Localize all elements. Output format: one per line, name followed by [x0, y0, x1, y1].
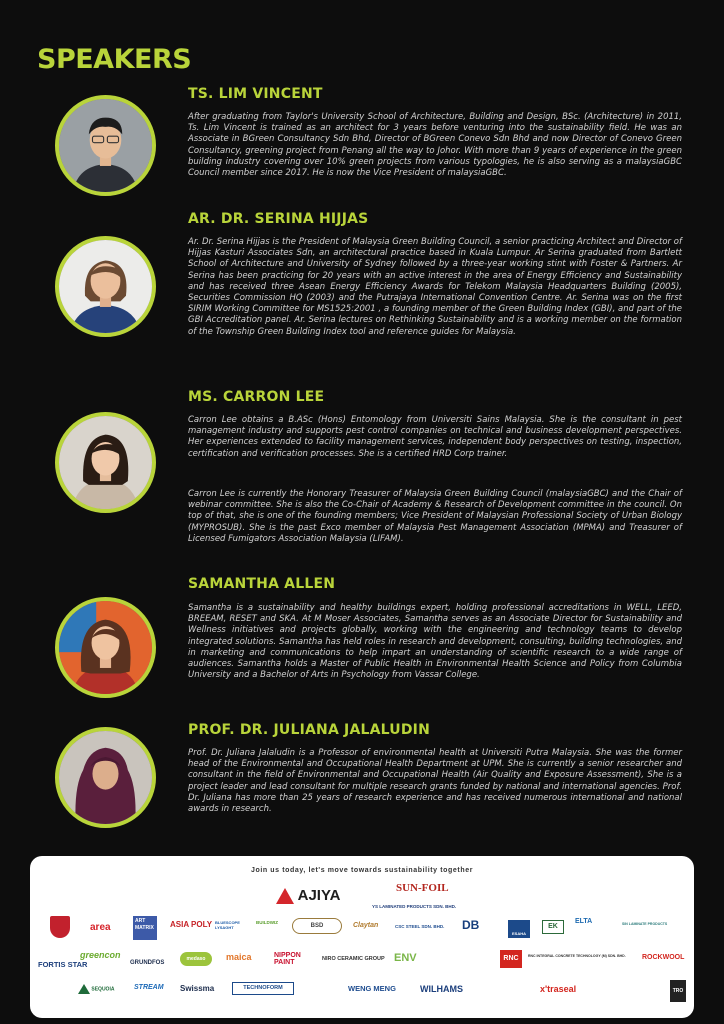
sponsor-logo-weng-meng: WENG MENG [348, 984, 396, 993]
sponsor-logo-rockwool: ROCKWOOL [642, 954, 685, 961]
page-title: SPEAKERS [37, 44, 192, 75]
sponsor-panel [30, 856, 694, 1018]
speaker-bio: Prof. Dr. Juliana Jalaludin is a Professor of environmental health at Universiti Putra Malaysia. She was the former head of the Environmental and Occupational Health Department at UPM. She is currently a senior researcher and consultant in the field of Environmental and Occupational Health (Air Quality and Exposure Assessment), She is a project leader and lead consultant for multiple research grants funded by national and international agencies. Prof. Dr. Juliana has more than 25 years of research experience and has received numerous international and national awards in research. [188, 748, 682, 815]
sponsor-logo-csc-steel: CSC STEEL SDN. BHD. [395, 924, 445, 929]
sponsor-logo-rnc: RNC [500, 950, 522, 968]
sponsor-logo-elta: ELTA [575, 918, 593, 925]
portrait-icon [59, 601, 152, 694]
sponsor-logo-env: ENV [394, 952, 417, 964]
speaker-photo [55, 412, 156, 513]
sponsor-logo-grundfos: GRUNDFOS [130, 960, 165, 966]
speaker-name: MS. CARRON LEE [188, 389, 325, 405]
sponsor-logo-medaso: medaso [180, 952, 212, 966]
sponsor-logo-sin-laminate: SIN LAMINATE PRODUCTS [622, 922, 668, 926]
sponsor-logo-swissma: Swissma [180, 984, 215, 993]
sponsor-logo-nippon-paint: NIPPON PAINT [274, 952, 301, 966]
speaker-bio: Samantha is a sustainability and healthy buildings expert, holding professional accreditations in WELL, LEED, BREEAM, RESET and SKA. At M Moser Associates, Samantha serves as an Associate Director for Sustainability and Wellness initiatives and projects globally, working with the engineering and technology teams to develop integrated solutions. Samantha has held roles in research and development, consulting, building technologies, and in marketing and communications to help impart an understanding of scientific research to a wide range of audiences. Samantha holds a Master of Public Health in Environmental Health Science and Policy from Columbia University and a Bachelor of Arts in Psychology from Vassar College. [188, 603, 682, 681]
speaker-bio-continued: Carron Lee is currently the Honorary Treasurer of Malaysia Green Building Council (malaysiaGBC) and the Chair of webinar committee. She is also the Co-Chair of Academy & Research of Development committee in the council. On top of that, she is one of the founding members; Vice President of Malaysian Professional Society of Urban Biology (MYPROSUB). She is the past Exco member of Malaysia Pest Management Association (MPMA) and Treasurer of Licensed Fumigators Association Malaysia (LIFAM). [188, 489, 682, 544]
portrait-icon [59, 731, 152, 824]
speaker-name: SAMANTHA ALLEN [188, 576, 336, 592]
speaker-name: PROF. DR. JULIANA JALALUDIN [188, 722, 430, 738]
sponsor-logo-sunfoil: SUN-FOIL [396, 882, 449, 894]
speaker-photo [55, 95, 156, 196]
sponsor-logo-technoform: TECHNOFORM [232, 982, 294, 995]
sponsor-logo-stream: STREAM [134, 984, 164, 991]
sponsor-logo-fortis-star: FORTIS STAR [38, 960, 88, 969]
speaker-name: AR. DR. SERINA HIJJAS [188, 211, 369, 227]
sponsor-tagline: Join us today, let's move towards sustainability together [250, 867, 474, 874]
portrait-icon [59, 99, 152, 192]
speaker-photo [55, 727, 156, 828]
sponsor-logo-tro: TRO [670, 980, 686, 1002]
sponsor-logo-maica: maica [226, 952, 252, 962]
sponsor-logo-sequoia: SEQUOIA [78, 984, 114, 994]
sponsor-logo-art-matrix: ART MATRIX [133, 916, 157, 940]
triangle-icon [276, 888, 294, 904]
speaker-bio: Carron Lee obtains a B.ASc (Hons) Entomology from Universiti Sains Malaysia. She is the consultant in pest management industry and supports pest control companies on technical and business development perspectives. Her experiences extended to facility management services, independent body perspectives on testing, inspection, certification and verification processes. She is a certified HRD Corp trainer. [188, 415, 682, 459]
sponsor-logo-claytan: Claytan [353, 922, 379, 929]
speaker-name: TS. LIM VINCENT [188, 86, 323, 102]
sponsor-logo-bluescope: BLUESCOPE LYSAGHT [215, 920, 240, 930]
speaker-photo [55, 597, 156, 698]
shield-icon [50, 916, 70, 938]
sponsor-logo-asia-poly: ASIA POLY [170, 920, 213, 929]
sponsor-logo-wilhams: WILHAMS [420, 984, 463, 994]
sponsor-logo-greencon: greencon [80, 950, 121, 960]
sponsor-logo-db: DB [462, 918, 480, 932]
sponsor-logo-buildwiz: BUILDWIZ [256, 920, 278, 925]
speaker-bio: Ar. Dr. Serina Hijjas is the President of Malaysia Green Building Council, a senior practicing Architect and Director of Hijjas Kasturi Associates Sdn, an architectural practice based in Kuala Lumpur. Ar Serina graduated from Bartlett School of Architecture and University of Sydney followed by a three-year working stint with Foster & Partners. Ar Serina has been practicing for 20 years with an active interest in the area of Energy Efficiency and Sustainability and has received three Asean Energy Efficiency Awards for Telekom Malaysia Headquarters Building (2005), Securities Commission HQ (2003) and the Putrajaya International Convention Centre. Ar. Serina was on the first SIRIM Working Committee for MS1525:2001 , a founding member of the Green Building Index (GBI), and part of the GBI Accreditation panel. Ar. Serina lectures on Rethinking Sustainability and is a working member on the formation of the Township Green Building Index tool and reference guides for Malaysia. [188, 237, 682, 337]
speaker-photo [55, 236, 156, 337]
sponsor-logo-rnc-integral: RNC INTEGRAL CONCRETE TECHNOLOGY (M) SDN. BHD. [528, 954, 626, 958]
sponsor-logo-ea [50, 916, 70, 938]
portrait-icon [59, 240, 152, 333]
sponsor-logo-ek: EK [542, 920, 564, 934]
sponsor-logo-esaha: ESAHA [508, 920, 530, 938]
tree-icon [78, 984, 90, 994]
sponsor-logo-xtraseal: x'traseal [540, 984, 577, 994]
sponsor-logo-ajiya: AJIYA [276, 887, 340, 904]
portrait-icon [59, 416, 152, 509]
speaker-bio: After graduating from Taylor's University School of Architecture, Building and Design, BSc. (Architecture) in 2011, Ts. Lim Vincent is trained as an architect for 3 years before venturing into the sustainability field. He was an Associate in BGreen Consultancy Sdn Bhd, Director of BGreen Conevo Sdn Bhd and now Director of Conevo Green Consultancy, greening project from Penang all the way to Johor. With more than 9 years of experience in the green building industry covering over 10% green projects from various typologies, he is also serving as a malaysiaGBC Council member since 2017. He is now the Vice President of malaysiaGBC. [188, 112, 682, 179]
sponsor-logo-niro-ceramic: NIRO CERAMIC GROUP [322, 956, 385, 962]
sponsor-logo-bsd: BSD [292, 918, 342, 934]
sponsor-logo-ys-laminated: YS LAMINATED PRODUCTS SDN. BHD. [372, 904, 457, 909]
sponsor-logo-area: area [90, 922, 111, 933]
